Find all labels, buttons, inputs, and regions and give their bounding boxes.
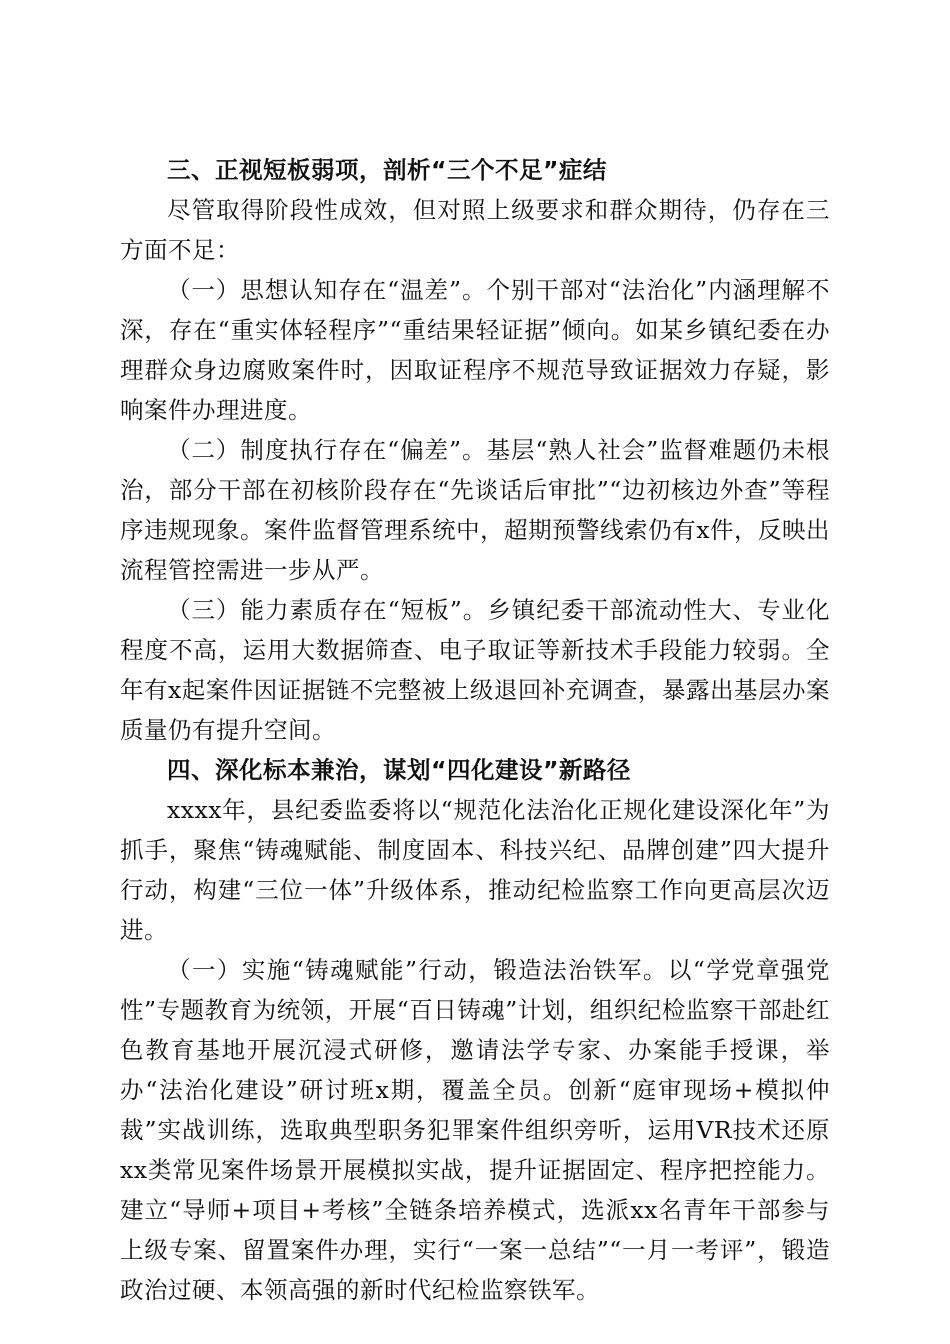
paragraph-point-2: （二）制度执行存在“偏差”。基层“熟人社会”监督难题仍未根治，部分干部在初核阶段存在“先谈话后审批”“边初核边外查”等程序违规现象。案件监督管理系统中，超期预警线索仍有x件，反映出流程管控需进一步从严。 (120, 436, 830, 584)
paragraph-point-1: （一）思想认知存在“温差”。个别干部对“法治化”内涵理解不深，存在“重实体轻程序”“重结果轻证据”倾向。如某乡镇纪委在办理群众身边腐败案件时，因取证程序不规范导致证据效力存疑，影响案件办理进度。 (120, 276, 830, 424)
section-heading-4: 四、深化标本兼治，谋划“四化建设”新路径 (167, 756, 631, 784)
paragraph-intro: 尽管取得阶段性成效，但对照上级要求和群众期待，仍存在三方面不足： (120, 196, 830, 264)
paragraph-point-3: （三）能力素质存在“短板”。乡镇纪委干部流动性大、专业化程度不高，运用大数据筛查、电子取证等新技术手段能力较弱。全年有x起案件因证据链不完整被上级退回补充调查，暴露出基层办案质量仍有提升空间。 (120, 596, 830, 744)
paragraph-action-1: （一）实施“铸魂赋能”行动，锻造法治铁军。以“学党章强党性”专题教育为统领，开展“百日铸魂”计划，组织纪检监察干部赴红色教育基地开展沉浸式研修，邀请法学专家、办案能手授课，举办“法治化建设”研讨班x期，覆盖全员。创新“庭审现场+模拟仲裁”实战训练，选取典型职务犯罪案件组织旁听，运用VR技术还原xx类常见案件场景开展模拟实战，提升证据固定、程序把控能力。建立“导师+项目+考核”全链条培养模式，选派xx名青年干部参与上级专案、留置案件办理，实行“一案一总结”“一月一考评”，锻造政治过硬、本领高强的新时代纪检监察铁军。 (120, 956, 830, 1304)
paragraph-plan-intro: xxxx年，县纪委监委将以“规范化法治化正规化建设深化年”为抓手，聚焦“铸魂赋能、制度固本、科技兴纪、品牌创建”四大提升行动，构建“三位一体”升级体系，推动纪检监察工作向更高层次迈进。 (120, 796, 830, 944)
document-body (120, 150, 830, 1310)
section-heading-3: 三、正视短板弱项，剖析“三个不足”症结 (167, 156, 607, 184)
